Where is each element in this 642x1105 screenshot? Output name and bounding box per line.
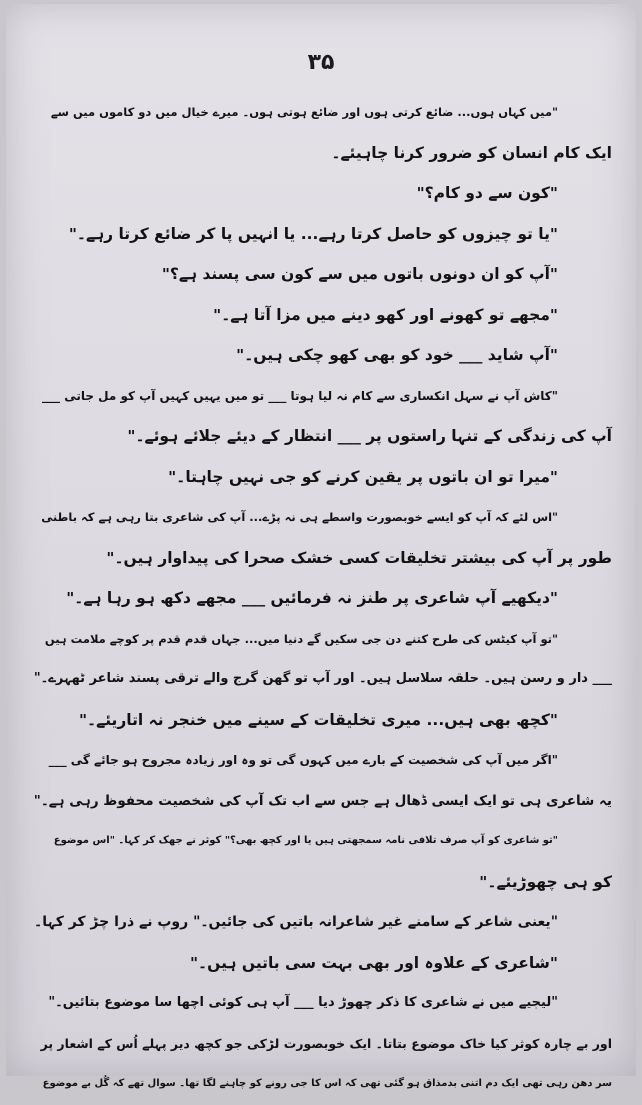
text-line: اور بے چارہ کوثر کیا خاک موضوع بتاتا۔ ایک خوبصورت لڑکی جو کچھ دیر پہلے اُس کے اشعار پر <box>40 1035 612 1051</box>
text-line: "کچھ بھی ہیں... میری تخلیقات کے سینے میں خنجر نہ اتاریئے۔" <box>78 710 558 729</box>
text-line: "تو شاعری کو آپ صرف تلافی نامہ سمجھتی ہیں یا اور کچھ بھی؟" کوثر نے جھک کر کہا۔ "اس موضوع <box>53 835 558 846</box>
text-line: "یعنی شاعر کے سامنے غیر شاعرانہ باتیں کی جائیں۔" روپ نے ذرا چڑ کر کہا۔ <box>34 914 558 930</box>
text-line: ایک کام انسان کو ضرور کرنا چاہیئے۔ <box>331 143 612 162</box>
text-line: "کاش آپ نے سہل انکساری سے کام نہ لیا ہوتا ___ تو میں یہیں کہیں آپ کو مل جاتی ___ <box>42 388 558 403</box>
text-line: "تو آپ کیٹس کی طرح کتنے دن جی سکیں گے دنیا میں... جہاں قدم قدم پر کوچے ملامت ہیں <box>44 631 558 646</box>
text-line: "میرا تو ان باتوں پر یقین کرنے کو جی نہیں چاہتا۔" <box>168 467 558 486</box>
page-number: ۳۵ <box>307 50 335 75</box>
text-line: "مجھے تو کھونے اور کھو دینے میں مزا آتا ہے۔" <box>213 305 558 324</box>
text-line: "آپ کو ان دونوں باتوں میں سے کون سی پسند ہے؟" <box>161 265 558 283</box>
text-line: "کون سے دو کام؟" <box>416 184 558 202</box>
book-page <box>6 4 636 1089</box>
text-line: "میں کہاں ہوں... ضائع کرتی ہوں اور ضائع ہوتی ہوں۔ میرے خیال میں دو کاموں میں سے <box>50 105 558 119</box>
text-line: طور پر آپ کی بیشتر تخلیقات کسی خشک صحرا کی پیداوار ہیں۔" <box>106 548 612 567</box>
text-line: "لیجیے میں نے شاعری کا ذکر چھوڑ دیا ___ آپ ہی کوئی اچھا سا موضوع بتائیں۔" <box>48 995 558 1010</box>
text-line: "اگر میں آپ کی شخصیت کے بارے میں کہوں گی تو وہ اور زیادہ مجروح ہو جائے گی ___ <box>48 753 558 767</box>
urdu-text-block <box>34 92 612 1105</box>
text-line: "یا تو چیزوں کو حاصل کرتا رہے... یا انہیں پا کر ضائع کرتا رہے۔" <box>68 224 558 243</box>
text-line: "شاعری کے علاوہ اور بھی بہت سی باتیں ہیں۔" <box>189 953 558 972</box>
text-line: "آپ شاید ___ خود کو بھی کھو چکی ہیں۔" <box>236 346 558 364</box>
text-line: "دیکھیے آپ شاعری پر طنز نہ فرمائیں ___ مجھے دکھ ہو رہا ہے۔" <box>66 589 558 607</box>
text-line: سر دھن رہی تھی ایک دم اتنی بدمذاق ہو گئی تھی کہ اس کا جی رونے کو چاہنے لگا تھا۔ سوال تھے کہ گُل بے موضوع <box>42 1078 612 1089</box>
text-line: آپ کی زندگی کے تنہا راستوں پر ___ انتظار کے دیئے جلائے ہوئے۔" <box>127 427 612 445</box>
text-line: "اس لئے کہ آپ کو ایسے خوبصورت واسطے ہی نہ پڑے... آپ کی شاعری بتا رہی ہے کہ باطنی <box>41 510 558 524</box>
text-line: یہ شاعری ہی تو ایک ایسی ڈھال ہے جس سے اب تک آپ کی شخصیت محفوظ رہی ہے۔" <box>33 792 612 809</box>
text-line: کو ہی چھوڑیئے۔" <box>479 872 612 891</box>
text-line: ___ دار و رسن ہیں۔ حلقہ سلاسل ہیں۔ اور آپ تو گھن گرج والے ترقی پسند شاعر ٹھہرے۔" <box>33 671 612 686</box>
